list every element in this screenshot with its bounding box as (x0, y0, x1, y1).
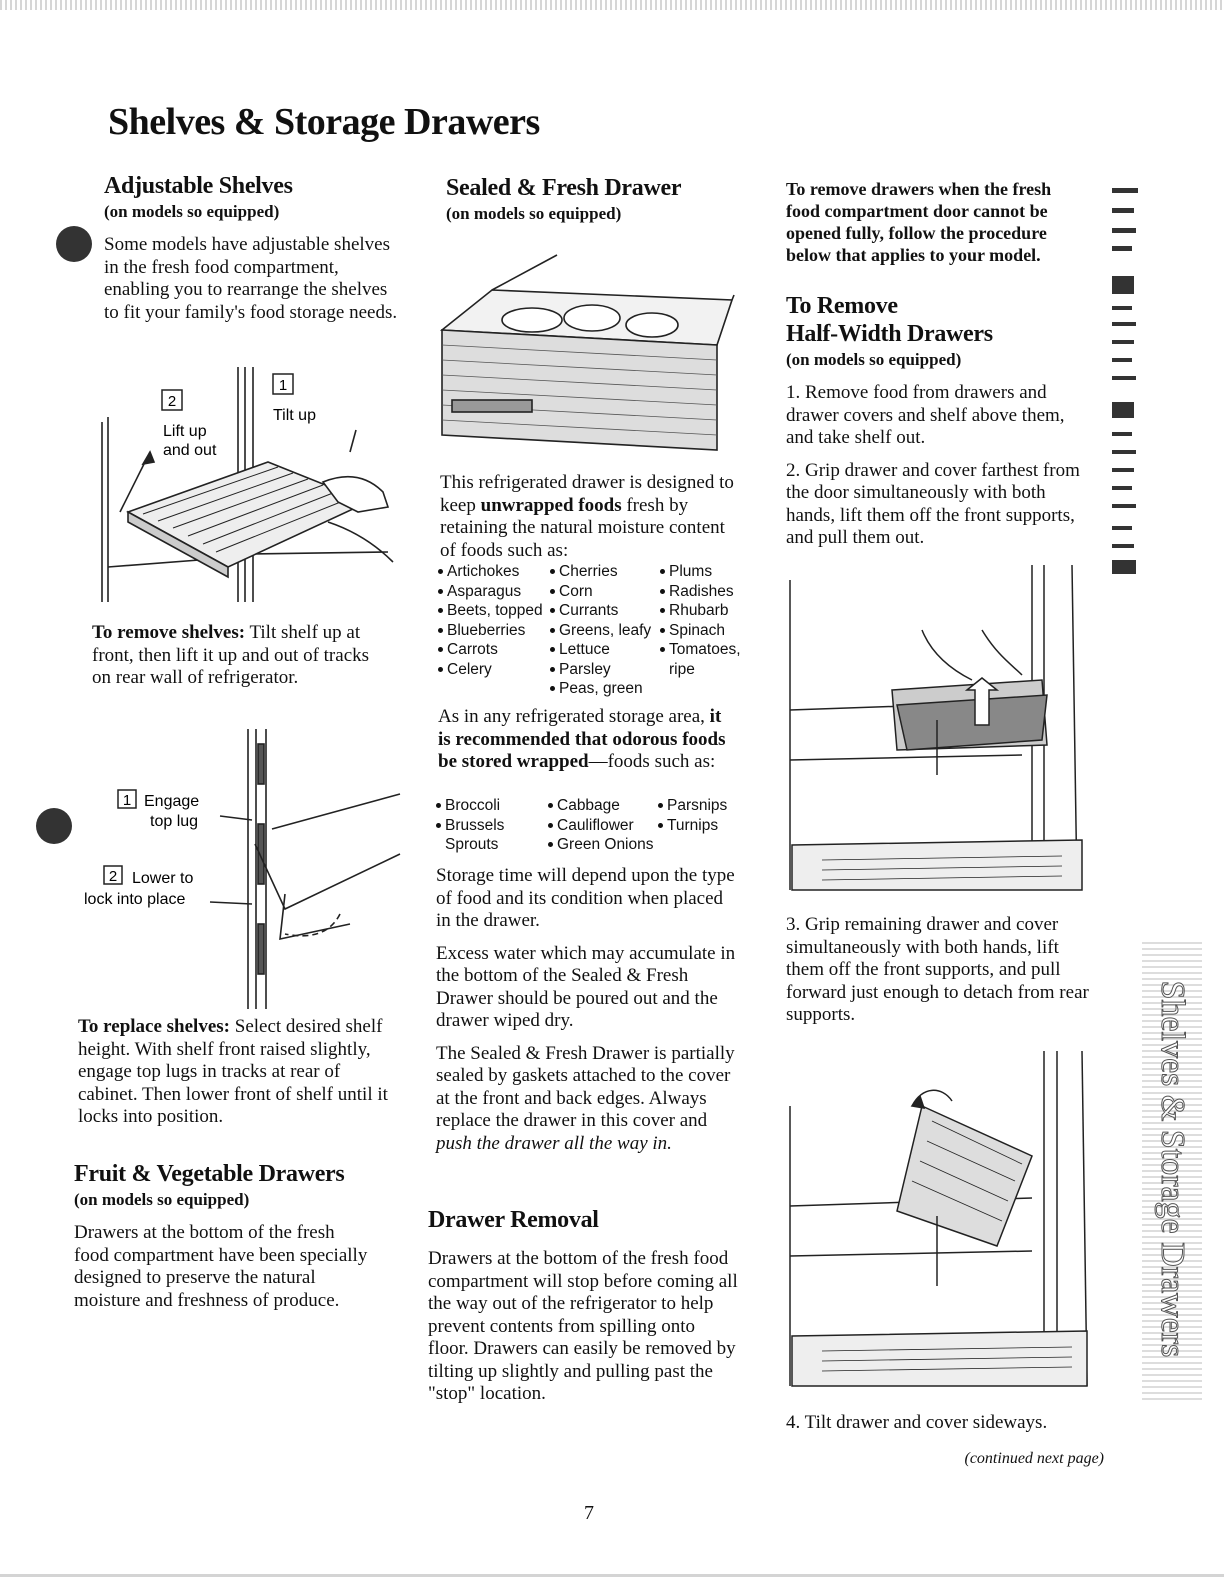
bullet-icon (550, 628, 555, 633)
replace-shelves-label: To replace shelves: (78, 1016, 230, 1037)
callout-number: 1 (278, 377, 288, 394)
bullet-icon (438, 647, 443, 652)
side-tab (1142, 940, 1202, 1400)
list-item (660, 601, 741, 621)
bullet-icon (436, 803, 441, 808)
list-item (438, 562, 543, 582)
list-item (438, 601, 543, 621)
page-number: 7 (584, 1502, 594, 1524)
bullet-icon (550, 589, 555, 594)
list-item (550, 621, 651, 641)
list-item (438, 582, 543, 602)
bullet-icon (550, 647, 555, 652)
list-item (438, 621, 543, 641)
list-item-text: Brussels (445, 816, 505, 834)
intro-text: This refrigerated drawer is designed to keep (440, 472, 734, 516)
list-item (436, 796, 504, 816)
list-item (550, 679, 651, 699)
bullet-icon (548, 803, 553, 808)
list-item-text: Broccoli (445, 797, 501, 814)
sealed-fresh-header (446, 174, 746, 224)
list-item-text: Artichokes (447, 563, 520, 580)
odorous-foods (438, 706, 738, 774)
wrapped-food-list (436, 796, 746, 858)
callout-label: and out (163, 442, 217, 459)
section-sub: (on models so equipped) (74, 1190, 250, 1209)
step-text: Grip remaining drawer and cover simultaneously with both hands, lift them off the front supports, and pull forward just enough to detach from rear supports. (786, 914, 1089, 1025)
list-item (548, 835, 654, 855)
list-item (436, 835, 504, 855)
list-item (548, 816, 654, 836)
storage-time: Storage time will depend upon the type of food and its condition when placed in the drawer. (436, 865, 735, 931)
odor-text: As in any refrigerated storage area, (438, 706, 710, 727)
continued-note: (continued next page) (964, 1450, 1104, 1467)
scan-edge-bottom (0, 1574, 1224, 1577)
sealed-intro (440, 472, 740, 562)
callout-number: 2 (108, 868, 118, 885)
list-item-text: Celery (447, 660, 492, 678)
bullet-icon (436, 823, 441, 828)
partial-seal: The Sealed & Fresh Drawer is partially sealed by gaskets attached to the cover at the front and back edges. Always replace the drawer in this cover and (436, 1042, 735, 1131)
remove-shelves-label: To remove shelves: (92, 622, 246, 643)
list-item-text: Parsley (559, 660, 611, 678)
list-item-text: Asparagus (447, 582, 522, 600)
list-item (550, 562, 651, 582)
section-heading-sealed: Sealed & Fresh Drawer (446, 175, 682, 201)
step-number: 2. (786, 459, 801, 481)
list-item-text: Corn (559, 582, 593, 600)
bullet-icon (438, 589, 443, 594)
callout-label: Tilt up (273, 407, 316, 424)
list-item-text: Tomatoes, (669, 641, 741, 658)
list-item-text: Plums (669, 563, 713, 580)
list-item (660, 562, 741, 582)
callout-label: Lower to (132, 870, 194, 887)
remove-shelves-block (92, 622, 392, 690)
bullet-icon (550, 667, 555, 672)
section-heading-remove-2: Half-Width Drawers (786, 321, 993, 347)
bullet-icon (438, 628, 443, 633)
list-item-text: Turnips (667, 816, 719, 834)
fruit-body: Drawers at the bottom of the fresh food compartment have been specially designed to preserve the natural moisture and freshness of produce. (74, 1222, 368, 1311)
column-left (104, 172, 404, 324)
binder-hole (56, 226, 92, 262)
bullet-icon (660, 647, 665, 652)
section-heading-fruit: Fruit & Vegetable Drawers (74, 1161, 345, 1187)
list-item-text: Currants (559, 602, 619, 619)
bullet-icon (550, 608, 555, 613)
list-item (658, 796, 727, 816)
unwrapped-food-list (438, 562, 748, 702)
shelf-replace-illustration (80, 724, 410, 1014)
list-item-text: Blueberries (447, 621, 526, 639)
shelf-removal-illustration (88, 362, 408, 610)
section-sub: (on models so equipped) (104, 202, 280, 221)
fruit-vegetable-section (74, 1160, 374, 1312)
list-item (660, 640, 741, 660)
list-item-text: Cherries (559, 563, 618, 580)
list-item-text: Green Onions (557, 836, 654, 853)
half-width-drawer-illustration-1 (782, 560, 1112, 900)
list-item-text: Rhubarb (669, 602, 729, 619)
list-item-text: Peas, green (559, 680, 643, 697)
list-item-text: Radishes (669, 582, 734, 600)
step-text: Tilt drawer and cover sideways. (800, 1412, 1048, 1433)
list-item (550, 601, 651, 621)
step-3 (786, 914, 1096, 1027)
bullet-icon (660, 589, 665, 594)
callout-number: 2 (167, 393, 177, 410)
list-item-text: Cauliflower (557, 816, 634, 834)
callout-label: Lift up (163, 423, 207, 440)
bullet-icon (550, 569, 555, 574)
bullet-icon (550, 686, 555, 691)
bullet-icon (660, 608, 665, 613)
column-right (786, 178, 1086, 550)
section-sub: (on models so equipped) (786, 350, 962, 369)
bullet-icon (548, 842, 553, 847)
edge-index-marks (1110, 180, 1170, 590)
list-item-text: Carrots (447, 641, 498, 658)
bullet-icon (438, 667, 443, 672)
callout-number: 1 (122, 792, 132, 809)
list-item (660, 582, 741, 602)
list-item (658, 816, 727, 836)
bullet-icon (548, 823, 553, 828)
list-item (550, 640, 651, 660)
list-item (660, 621, 741, 641)
bullet-icon (658, 823, 663, 828)
list-item (550, 582, 651, 602)
remove-shelves-text: Tilt shelf up at front, then lift it up and out of tracks on rear wall of refrigerator. (92, 622, 370, 688)
drawer-removal-section (428, 1206, 738, 1406)
list-item (436, 816, 504, 836)
step-text: Remove food from drawers and drawer covers and shelf above them, and take shelf out. (786, 382, 1065, 448)
list-item-text: Cabbage (557, 797, 620, 814)
list-item (548, 796, 654, 816)
list-item-text: Greens, leafy (559, 621, 652, 639)
sealed-drawer-illustration (432, 250, 742, 455)
bullet-icon (438, 569, 443, 574)
list-item-text: Lettuce (559, 641, 610, 658)
odor-bold: it is recommended that odorous foods be stored wrapped (438, 706, 726, 772)
list-item-text: ripe (669, 660, 695, 678)
list-item-text: Sprouts (445, 836, 499, 853)
intro-text: fresh by retaining the natural moisture content of foods such as: (440, 494, 725, 561)
side-tab-label: Shelves & Storage Drawers (1154, 980, 1191, 1358)
list-item (550, 660, 651, 680)
scan-edge-top (0, 0, 1224, 10)
list-item (438, 660, 543, 680)
adjustable-body: Some models have adjustable shelves in the fresh food compartment, enabling you to rearrange the shelves to fit your family's food storage needs. (104, 234, 398, 323)
step-number: 3. (786, 914, 801, 935)
storage-paragraphs (436, 865, 736, 1155)
section-sub: (on models so equipped) (446, 204, 622, 223)
callout-label: lock into place (84, 891, 186, 908)
list-item-text: Spinach (669, 621, 726, 639)
step-number: 4. (786, 1412, 801, 1433)
section-heading-adjustable: Adjustable Shelves (104, 173, 293, 199)
callout-label: Engage (144, 793, 200, 810)
section-heading-remove: To Remove (786, 293, 898, 319)
list-item (660, 660, 741, 680)
list-item (438, 640, 543, 660)
step-text: Grip drawer and cover farthest from the door simultaneously with both hands, lift them off the front supports, and pull them out. (786, 459, 1080, 548)
step-4 (786, 1412, 1096, 1435)
half-width-drawer-illustration-2 (782, 1046, 1112, 1396)
page-title: Shelves & Storage Drawers (108, 101, 540, 143)
step-number: 1. (786, 382, 801, 403)
list-item-text: Parsnips (667, 797, 728, 814)
removal-body: Drawers at the bottom of the fresh food compartment will stop before coming all the way out of the refrigerator to help prevent contents from spilling onto floor. Drawers can easily be removed by tilting up slightly and pulling past the "stop" location. (428, 1248, 738, 1404)
bullet-icon (660, 628, 665, 633)
binder-hole (36, 808, 72, 844)
bullet-icon (660, 569, 665, 574)
list-item-text: Beets, topped (447, 602, 543, 619)
replace-shelves-block (78, 1016, 388, 1129)
procedure-note: To remove drawers when the fresh food compartment door cannot be opened fully, follow the procedure below that applies to your model. (786, 179, 1052, 265)
section-heading-removal: Drawer Removal (428, 1207, 599, 1233)
callout-label: top lug (150, 813, 199, 830)
bullet-icon (438, 608, 443, 613)
replace-shelves-text: Select desired shelf height. With shelf front raised slightly, engage top lugs in tracks at rear of cabinet. Then lower front of shelf until it locks into position. (78, 1016, 388, 1127)
odor-text: —foods such as: (588, 751, 716, 772)
excess-water: Excess water which may accumulate in the bottom of the Sealed & Fresh Drawer should be poured out and the drawer wiped dry. (436, 942, 736, 1031)
intro-bold: unwrapped foods (480, 494, 622, 516)
bullet-icon (658, 803, 663, 808)
partial-seal-italic: push the drawer all the way in. (436, 1132, 672, 1154)
